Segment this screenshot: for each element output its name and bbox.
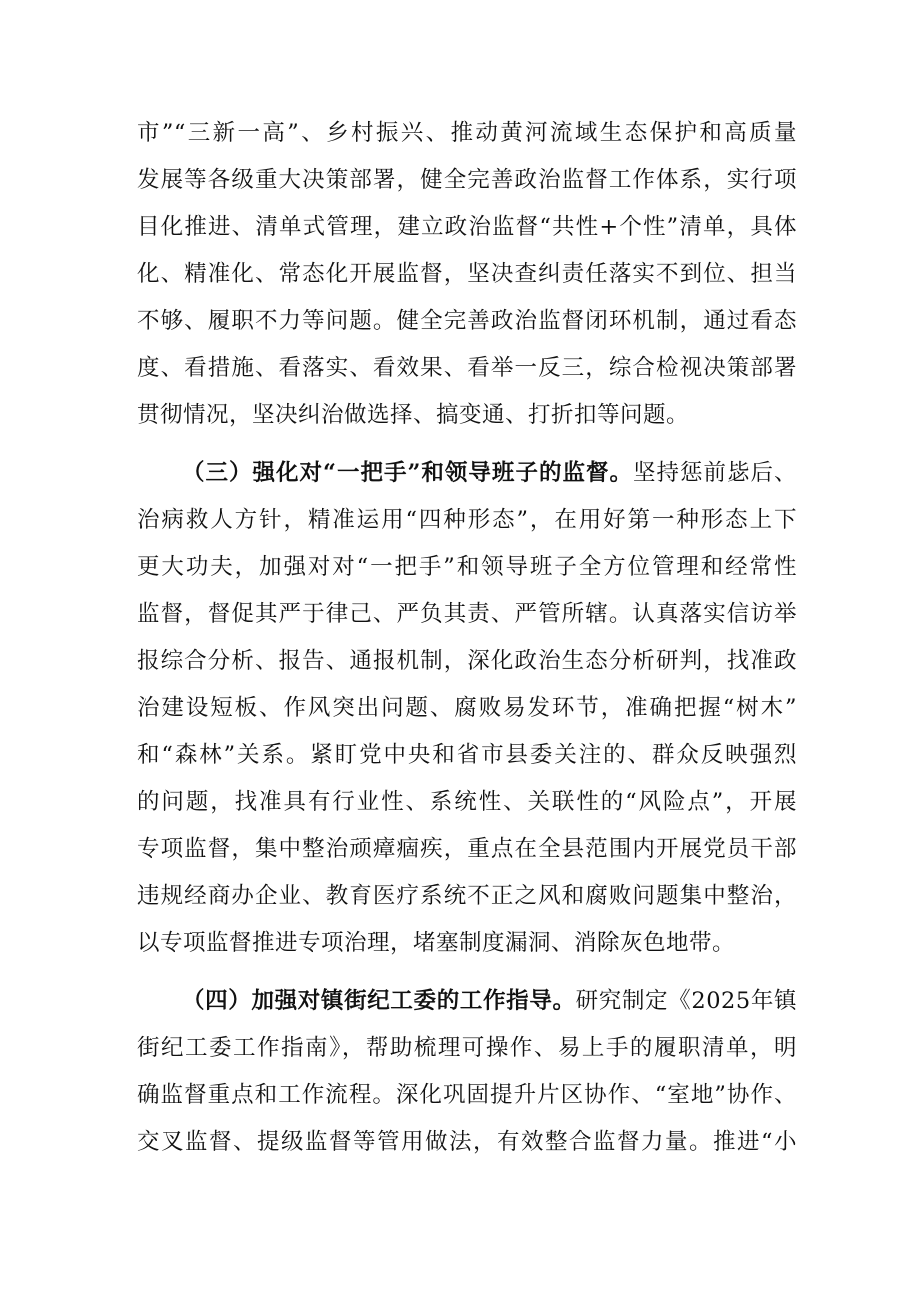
paragraph-line: 街纪工委工作指南》，帮助梳理可操作、易上手的履职清单，明 <box>137 1035 797 1061</box>
paragraph-line: 报综合分析、报告、通报机制，深化政治生态分析研判，找准政 <box>137 648 797 674</box>
section-three-first-line-text: 坚持惩前毖后、 <box>632 460 797 486</box>
paragraph-line: 和“森林”关系。紧盯党中央和省市县委关注的、群众反映强烈 <box>137 742 797 768</box>
paragraph-line: 以专项监督推进专项治理，堵塞制度漏洞、消除灰色地带。 <box>137 930 736 956</box>
paragraph-line: 的问题，找准具有行业性、系统性、关联性的“风险点”，开展 <box>137 789 797 815</box>
section-three-heading: （三）强化对“一把手”和领导班子的监督。 <box>182 460 633 486</box>
paragraph-line: 化、精准化、常态化开展监督，坚决查纠责任落实不到位、担当 <box>137 261 797 287</box>
paragraph-line: 贯彻情况，坚决纠治做选择、搞变通、打折扣等问题。 <box>137 402 690 428</box>
paragraph-line: 发展等各级重大决策部署，健全完善政治监督工作体系，实行项 <box>137 167 797 193</box>
paragraph-line: 交叉监督、提级监督等管用做法，有效整合监督力量。推进“小 <box>137 1129 797 1155</box>
section-four-first-line-text: 研究制定《2025年镇 <box>575 988 797 1014</box>
paragraph-line: 不够、履职不力等问题。健全完善政治监督闭环机制，通过看态 <box>137 308 797 334</box>
paragraph-line: 违规经商办企业、教育医疗系统不正之风和腐败问题集中整治， <box>137 883 797 909</box>
paragraph-line: 目化推进、清单式管理，建立政治监督“共性+个性”清单，具体 <box>137 214 797 240</box>
paragraph-line: 治病救人方针，精准运用“四种形态”，在用好第一种形态上下 <box>137 507 797 533</box>
section-four-heading: （四）加强对镇街纪工委的工作指导。 <box>182 988 576 1014</box>
paragraph-line: 市”“三新一高”、乡村振兴、推动黄河流域生态保护和高质量 <box>137 120 797 146</box>
paragraph-line: 专项监督，集中整治顽瘴痼疾，重点在全县范围内开展党员干部 <box>137 836 797 862</box>
paragraph-line: 度、看措施、看落实、看效果、看举一反三，综合检视决策部署 <box>137 355 797 381</box>
paragraph-line: 更大功夫，加强对对“一把手”和领导班子全方位管理和经常性 <box>137 554 797 580</box>
paragraph-line: 监督，督促其严于律己、严负其责、严管所辖。认真落实信访举 <box>137 601 797 627</box>
section-three-first-line <box>182 456 797 490</box>
section-four-first-line <box>182 984 797 1018</box>
paragraph-line: 确监督重点和工作流程。深化巩固提升片区协作、“室地”协作、 <box>137 1082 797 1108</box>
paragraph-line: 治建设短板、作风突出问题、腐败易发环节，准确把握“树木” <box>137 695 797 721</box>
